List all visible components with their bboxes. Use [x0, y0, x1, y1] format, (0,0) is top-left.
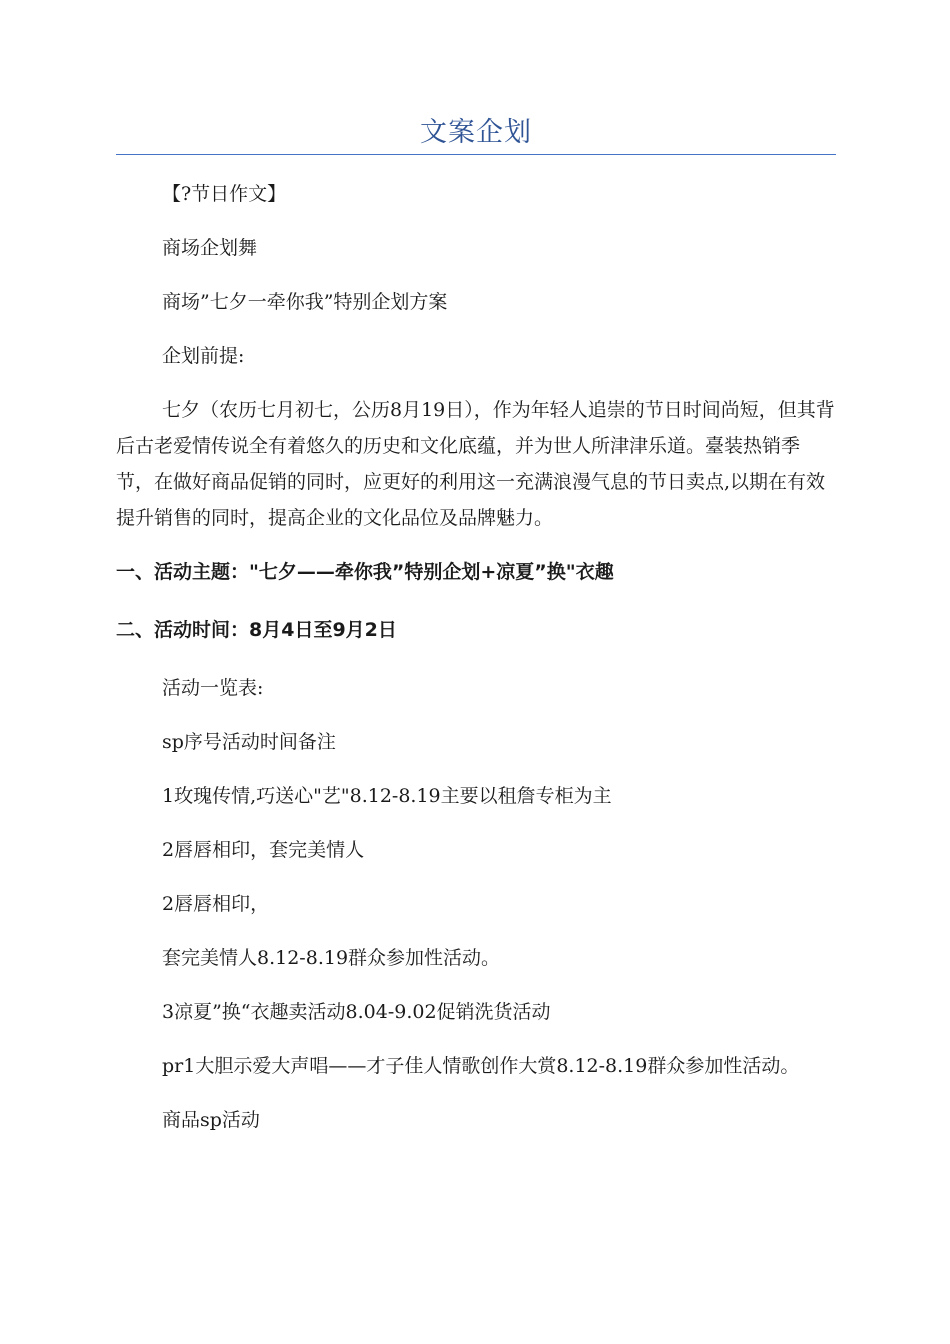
paragraph: 【?节日作文】: [162, 183, 287, 205]
paragraph: pr1大胆示爱大声唱——才子佳人情歌创作大赏8.12-8.19群众参加性活动。: [162, 1055, 800, 1077]
paragraph: 商品sp活动: [162, 1109, 260, 1131]
paragraph: 2唇唇相印，: [162, 893, 270, 915]
title-underline: [116, 154, 836, 155]
paragraph: sp序号活动时间备注: [162, 731, 336, 753]
paragraph: 七夕（农历七月初七，公历8月19日），作为年轻人追崇的节日时间尚短，但其背后古老爱情传说全有着悠久的历史和文化底蕴，并为世人所津津乐道。臺装热销季节，在做好商品促销的同时，应更好的利用这一充满浪漫气息的节日卖点,以期在有效提升销售的同时，提高企业的文化品位及品牌魅力。: [116, 399, 835, 529]
document-title: 文案企划: [420, 117, 532, 148]
document-page: [116, 0, 836, 1138]
paragraph: 企划前提:: [162, 345, 245, 367]
paragraph: 套完美情人8.12-8.19群众参加性活动。: [162, 947, 501, 969]
paragraph: 1玫瑰传情,巧送心"艺"8.12-8.19主要以租詹专柜为主: [162, 785, 612, 807]
section-heading: 一、活动主题："七夕——牵你我”特别企划+凉夏”换"衣趣: [116, 561, 614, 583]
paragraph: 商场”七夕一牵你我”特别企划方案: [162, 291, 448, 313]
paragraph: 3凉夏”换“衣趣卖活动8.04-9.02促销洗货活动: [162, 1001, 551, 1023]
paragraph: 商场企划舞: [162, 237, 258, 259]
section-heading: 二、活动时间：8月4日至9月2日: [116, 619, 397, 641]
paragraph: 活动一览表:: [162, 677, 264, 699]
paragraph: 2唇唇相印，套完美情人: [162, 839, 365, 861]
